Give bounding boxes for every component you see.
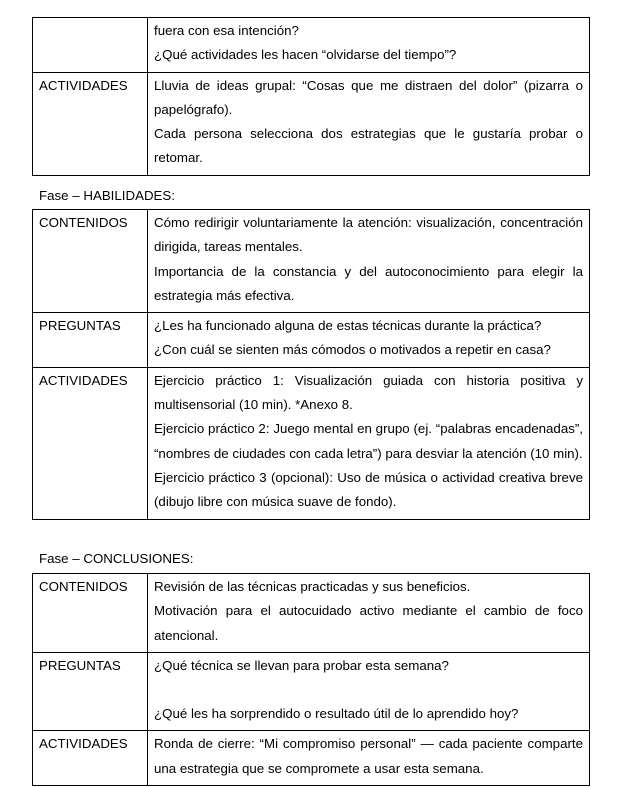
paragraph: ¿Qué técnica se llevan para probar esta semana? bbox=[154, 657, 449, 673]
row-label: PREGUNTAS bbox=[33, 313, 148, 368]
row-content bbox=[148, 313, 590, 368]
table-row bbox=[33, 652, 590, 731]
row-label bbox=[33, 18, 148, 73]
session-table-continued bbox=[32, 17, 590, 176]
row-label: PREGUNTAS bbox=[33, 652, 148, 731]
row-label: CONTENIDOS bbox=[33, 210, 148, 313]
paragraph: Ronda de cierre: “Mi compromiso personal” — cada paciente comparte una estrategia que se compromete a usar esta semana. bbox=[154, 736, 583, 776]
paragraph: Ejercicio práctico 2: Juego mental en grupo (ej. “palabras encadenadas”, “nombres de ciudades con cada letra”) para desviar la atención (10 min). bbox=[154, 421, 583, 461]
paragraph: Cómo redirigir voluntariamente la atención: visualización, concentración dirigida, tareas mentales. bbox=[154, 215, 583, 255]
row-content bbox=[148, 731, 590, 786]
paragraph: ¿Qué les ha sorprendido o resultado útil de lo aprendido hoy? bbox=[154, 706, 519, 722]
row-label: CONTENIDOS bbox=[33, 574, 148, 653]
table-row bbox=[33, 367, 590, 519]
paragraph: Lluvia de ideas grupal: “Cosas que me distraen del dolor” (pizarra o papelógrafo). bbox=[154, 77, 583, 117]
paragraph: ¿Qué actividades les hacen “olvidarse del tiempo”? bbox=[154, 47, 457, 63]
table-row bbox=[33, 210, 590, 313]
table-row bbox=[33, 574, 590, 653]
row-label: ACTIVIDADES bbox=[33, 72, 148, 175]
paragraph: Importancia de la constancia y del autoconocimiento para elegir la estrategia más efectiva. bbox=[154, 263, 583, 303]
table-row bbox=[33, 731, 590, 786]
phase-heading-conclusiones: Fase – CONCLUSIONES: bbox=[39, 551, 194, 566]
row-content bbox=[148, 367, 590, 519]
paragraph: Ejercicio práctico 3 (opcional): Uso de música o actividad creativa breve (dibujo libre con música suave de fondo). bbox=[154, 469, 583, 510]
row-label: ACTIVIDADES bbox=[33, 731, 148, 786]
paragraph: ¿Con cuál se sienten más cómodos o motivados a repetir en casa? bbox=[154, 342, 551, 358]
paragraph: Ejercicio práctico 1: Visualización guiada con historia positiva y multisensorial (10 min). *Anexo 8. bbox=[154, 372, 583, 413]
blank-line bbox=[154, 678, 583, 702]
row-label: ACTIVIDADES bbox=[33, 367, 148, 519]
paragraph: Motivación para el autocuidado activo mediante el cambio de foco atencional. bbox=[154, 603, 583, 643]
row-content bbox=[148, 72, 590, 175]
paragraph: Cada persona selecciona dos estrategias que le gustaría probar o retomar. bbox=[154, 126, 583, 166]
row-content bbox=[148, 652, 590, 731]
table-row bbox=[33, 72, 590, 175]
paragraph: ¿Les ha funcionado alguna de estas técnicas durante la práctica? bbox=[154, 318, 542, 334]
paragraph: Revisión de las técnicas practicadas y sus beneficios. bbox=[154, 579, 471, 594]
table-row bbox=[33, 18, 590, 73]
paragraph: fuera con esa intención? bbox=[154, 23, 299, 38]
conclusiones-table bbox=[32, 573, 590, 786]
table-row bbox=[33, 313, 590, 368]
row-content bbox=[148, 18, 590, 73]
row-content bbox=[148, 210, 590, 313]
phase-heading-habilidades: Fase – HABILIDADES: bbox=[39, 188, 175, 203]
habilidades-table bbox=[32, 209, 590, 520]
row-content bbox=[148, 574, 590, 653]
